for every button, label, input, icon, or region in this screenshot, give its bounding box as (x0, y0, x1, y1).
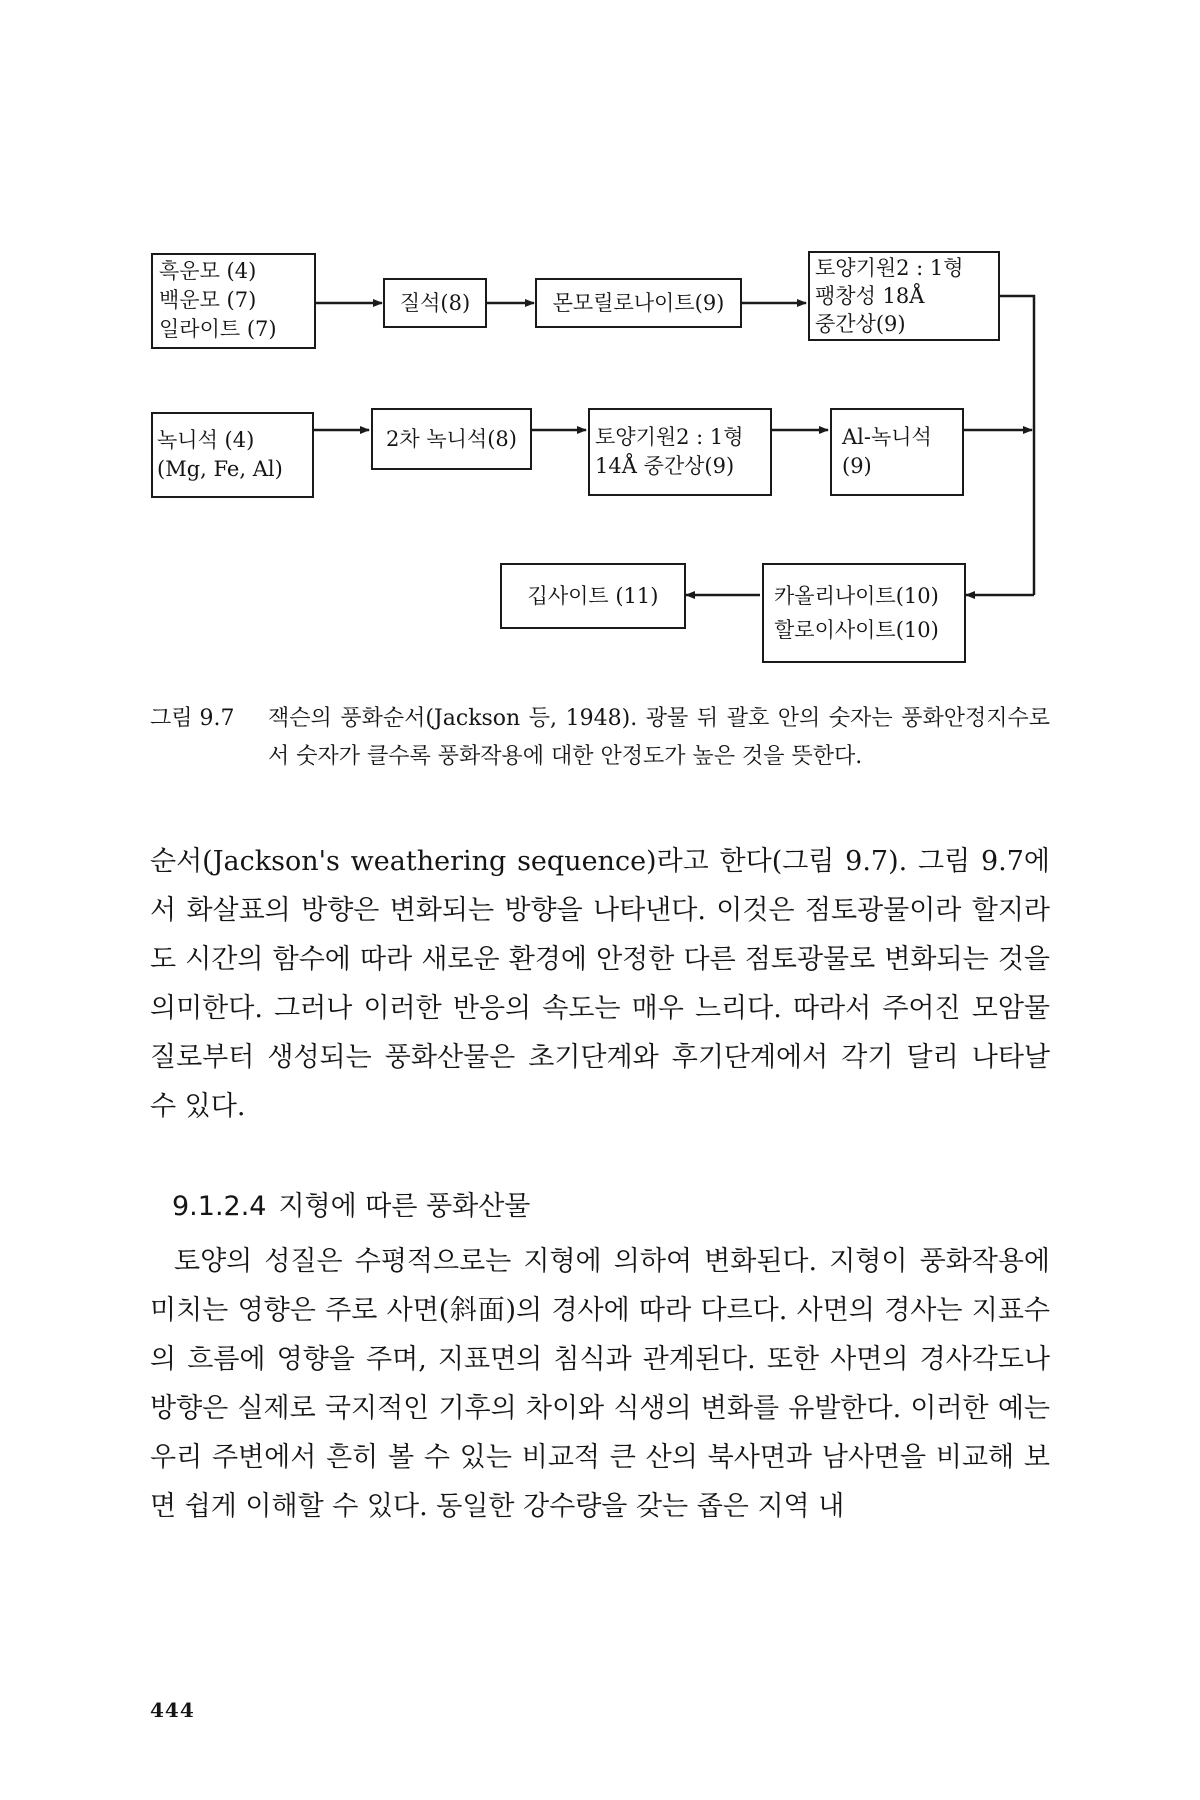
figure-label: 그림 9.7 (150, 706, 235, 731)
box-kaolinite-halloysite (762, 563, 966, 663)
intergrade18-line1: 토양기원2 : 1형 (815, 256, 964, 280)
paragraph-1-text: 순서(Jackson's weathering sequence)라고 한다(그림 9.7). 그림 9.7에서 화살표의 방향은 변화되는 방향을 나타낸다. 이것은 점토광물이라 할지라도 시간의 함수에 따라 새로운 환경에 안정한 다른 점토광물로 변화되는 것을 의미한다. 그러나 이러한 반응의 속도는 매우 느리다. 따라서 주어진 모암물질로부터 생성되는 풍화산물은 초기단계와 후기단계에서 각기 달리 나타날 수 있다. (150, 846, 1050, 1122)
figure-caption (150, 700, 1050, 776)
box-gibbsite (500, 563, 686, 629)
gibbsite-label: 깁사이트 (11) (527, 583, 659, 608)
kaolinite-label: 카올리나이트(10) (774, 584, 939, 608)
muscovite-label: 백운모 (7) (159, 288, 257, 312)
box-intergrade-14 (588, 408, 772, 496)
biotite-label: 흑운모 (4) (159, 259, 257, 283)
box-biotite-muscovite-illite (151, 253, 316, 349)
intergrade18-line2: 팽창성 18Å (815, 284, 925, 308)
paragraph-2-text: 토양의 성질은 수평적으로는 지형에 의하여 변화된다. 지형이 풍화작용에 미치는 영향은 주로 사면(斜面)의 경사에 따라 다르다. 사면의 경사는 지표수의 흐름에 영향을 주며, 지표면의 침식과 관계된다. 또한 사면의 경사각도나 방향은 실제로 국지적인 기후의 차이와 식생의 변화를 유발한다. 이러한 예는 우리 주변에서 흔히 볼 수 있는 비교적 큰 산의 북사면과 남사면을 비교해 보면 쉽게 이해할 수 있다. 동일한 강수량을 갖는 좁은 지역 내 (150, 1246, 1050, 1522)
halloysite-label: 할로이사이트(10) (774, 618, 939, 642)
illite-label: 일라이트 (7) (159, 317, 277, 341)
chlorite-label: 녹니석 (4) (157, 428, 255, 452)
box-chlorite (151, 412, 314, 498)
vermiculite-label: 질석(8) (399, 290, 471, 315)
box-montmorillonite (535, 278, 742, 328)
section-number: 9.1.2.4 (172, 1191, 267, 1222)
chlorite-composition: (Mg, Fe, Al) (157, 457, 283, 481)
box-intergrade-18 (808, 251, 1000, 341)
page-number: 444 (150, 1698, 195, 1722)
secondary-chlorite-label: 2차 녹니석(8) (386, 426, 517, 451)
intergrade18-line3: 중간상(9) (815, 312, 906, 336)
connector-intergrade18-right (1000, 296, 1034, 360)
body-paragraph-2 (150, 1237, 1050, 1531)
intergrade14-line2: 14Å 중간상(9) (595, 454, 735, 478)
weathering-sequence-diagram (0, 0, 1200, 690)
section-heading (172, 1187, 530, 1227)
section-title: 지형에 따른 풍화산물 (278, 1191, 531, 1222)
body-paragraph-1 (150, 837, 1050, 1131)
al-chlorite-index: (9) (842, 454, 872, 478)
montmorillonite-label: 몬모릴로나이트(9) (552, 290, 725, 315)
al-chlorite-label: Al-녹니석 (842, 425, 932, 449)
intergrade14-line1: 토양기원2 : 1형 (595, 425, 744, 449)
figure-caption-text: 잭슨의 풍화순서(Jackson 등, 1948). 광물 뒤 괄호 안의 숫자는 풍화안정지수로서 숫자가 클수록 풍화작용에 대한 안정도가 높은 것을 뜻한다. (268, 706, 1050, 769)
box-vermiculite (383, 278, 487, 328)
box-al-chlorite (830, 408, 964, 496)
box-secondary-chlorite (371, 408, 532, 470)
